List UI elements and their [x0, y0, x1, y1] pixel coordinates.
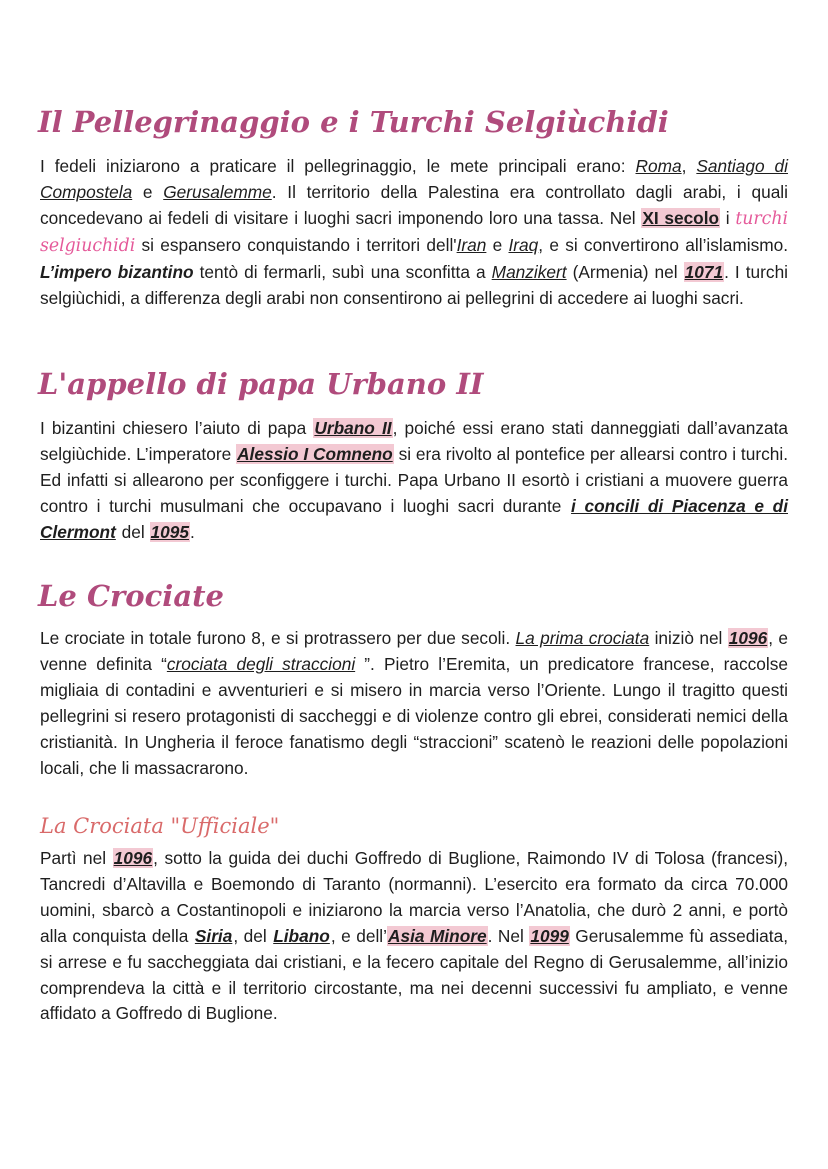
- term-libano: Libano: [273, 925, 330, 946]
- text-run: . Il territorio della Palestina era controllato dagli arabi, i quali concedevano ai fedeli di visitare i luoghi sacri imponendo loro una tassa. Nel: [40, 181, 788, 228]
- text-run: tentò di fermarli, subì una sconfitta a: [193, 261, 492, 282]
- text-run: I fedeli iniziarono a praticare il pellegrinaggio, le mete principali erano:: [40, 156, 636, 176]
- highlight-urbano-ii: Urbano II: [314, 418, 392, 438]
- highlight-1095: 1095: [150, 521, 189, 542]
- term-prima-crociata: La prima crociata: [515, 628, 650, 648]
- text-run: si era rivolto al pontefice per allearsi contro i turchi. Ed infatti si allearono per sconfiggere i turchi. Papa Urbano II esortò i cristiani a muovere guerra contro i turchi musulmani che occupavano i luoghi sacri durante: [40, 443, 788, 516]
- text-run: del: [116, 521, 150, 542]
- term-iran: Iran: [456, 234, 487, 255]
- term-iraq: Iraq: [508, 234, 539, 255]
- text-run: ,: [681, 156, 697, 176]
- heading-crociate: Le Crociate: [38, 579, 224, 613]
- text-run: . Nel: [487, 925, 530, 946]
- paragraph-pellegrinaggio: [40, 154, 788, 311]
- term-crociata-straccioni: crociata degli straccioni: [166, 653, 356, 674]
- text-run: . I turchi selgiùchidi, a differenza degli arabi non consentirono ai pellegrini di accedere ai luoghi sacri.: [40, 261, 789, 308]
- text-run: e: [486, 234, 509, 255]
- text-run: , poiché essi erano stati danneggiati dall’avanzata selgiùchide. L’imperatore: [40, 418, 789, 464]
- term-concili: i concili di Piacenza e di Clermont: [40, 495, 788, 542]
- highlight-alessio-comneno: Alessio I Comneno: [237, 443, 393, 464]
- term-siria: Siria: [194, 925, 233, 946]
- heading-appello: L'appello di papa Urbano II: [38, 367, 484, 401]
- term-gerusalemme: Gerusalemme: [163, 181, 272, 202]
- text-run: I bizantini chiesero l’aiuto di papa: [40, 418, 314, 438]
- text-run: Le crociate in totale furono 8, e si protrassero per due secoli.: [40, 628, 516, 648]
- heading-pellegrinaggio: Il Pellegrinaggio e i Turchi Selgiùchidi: [38, 105, 669, 139]
- text-run: (Armenia) nel: [566, 261, 684, 282]
- term-turchi-selgiuchidi: turchi selgiuchidi: [40, 208, 788, 256]
- highlight-1099: 1099: [530, 925, 569, 946]
- text-run: , sotto la guida dei duchi Goffredo di Buglione, Raimondo IV di Tolosa (francesi), Tancredi d’Altavilla e Boemondo di Taranto (normanni). L’esercito era formato da circa 70.000 uomini, sbarcò a Costantinopoli e iniziarono la marcia verso l’Anatolia, che durò 2 anni, e portò alla conquista della: [40, 848, 788, 946]
- text-run: , e venne definita “: [40, 628, 788, 674]
- text-run: e: [132, 181, 164, 202]
- term-manzikert: Manzikert: [491, 261, 567, 282]
- term-roma: Roma: [635, 156, 682, 176]
- paragraph-crociate: [40, 626, 788, 781]
- text-run: , e dell’: [330, 925, 387, 946]
- text-run: iniziò nel: [649, 628, 728, 648]
- paragraph-crociata-ufficiale: [40, 846, 788, 1027]
- paragraph-appello: [40, 416, 788, 546]
- text-run: , del: [233, 925, 273, 946]
- highlight-xi-secolo: XI secolo: [642, 207, 720, 228]
- text-run: .: [189, 521, 195, 542]
- highlight-asia-minore: Asia Minore: [387, 925, 487, 946]
- text-run: ”. Pietro l’Eremita, un predicatore francese, raccolse migliaia di contadini e avventurieri e si misero in marcia verso l’Oriente. Lungo il tragitto questi pellegrini si resero protagonisti di saccheggi e di violenze contro gli ebrei, considerati nemici della cristianità. In Ungheria il feroce fanatismo degli “straccioni” scatenò le reazioni delle popolazioni locali, che li massacrarono.: [40, 653, 788, 778]
- text-run: , e si convertirono all’islamismo.: [538, 234, 789, 255]
- highlight-1071: 1071: [684, 261, 724, 282]
- highlight-1096: 1096: [728, 628, 768, 648]
- text-run: Gerusalemme fù assediata, si arrese e fu saccheggiata dai cristiani, e la fecero capitale del Regno di Gerusalemme, all’inizio comprendeva la città e il territorio circostante, ma nei decenni successivi fu ampliato, e venne affidato a Goffredo di Buglione.: [40, 925, 789, 1024]
- term-impero-bizantino: L’impero bizantino: [40, 261, 194, 282]
- term-santiago: Santiago di Compostela: [40, 156, 788, 202]
- text-run: i: [720, 207, 736, 228]
- subheading-crociata-ufficiale: La Crociata "Ufficiale": [40, 814, 280, 838]
- text-run: si espansero conquistando i territori dell': [135, 234, 457, 255]
- highlight-1096-b: 1096: [113, 848, 153, 868]
- text-run: Partì nel: [40, 848, 113, 868]
